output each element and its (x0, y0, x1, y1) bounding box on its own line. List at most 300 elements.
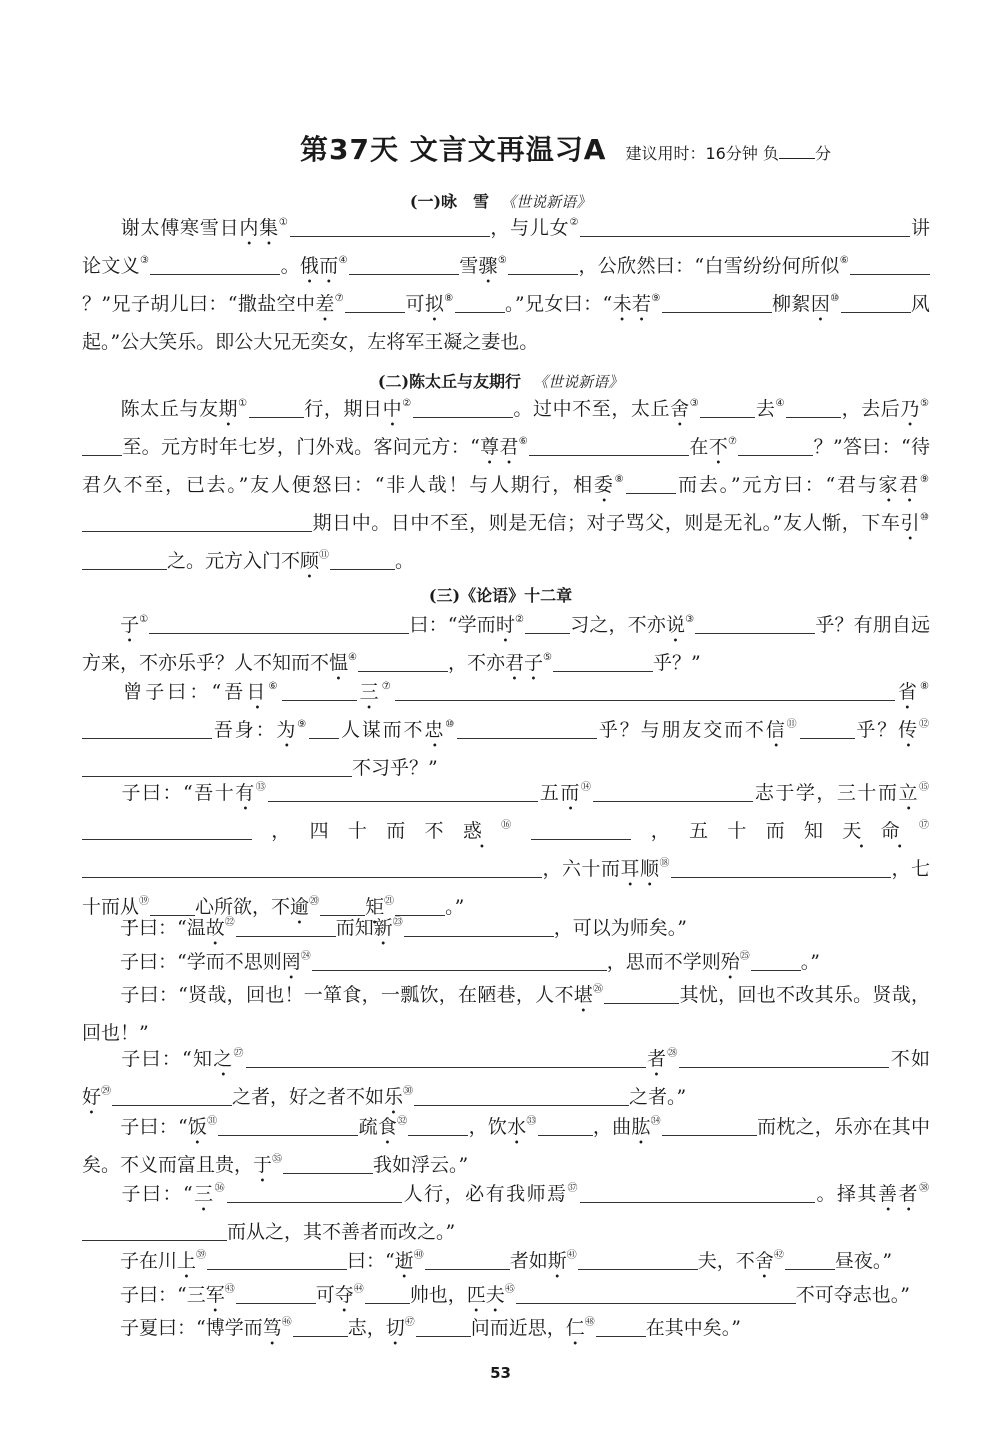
footnote-mark: ㉝ (526, 1116, 537, 1127)
dotted-keyword: 乃 (900, 398, 920, 420)
section-heading: (一)咏 雪 (409, 192, 490, 211)
footnote-mark: ㊱ (214, 1183, 227, 1194)
passage-text: 疏 (358, 1116, 378, 1138)
answer-blank[interactable] (227, 1182, 402, 1203)
passage-text: ，去后 (841, 398, 901, 420)
answer-blank[interactable] (349, 254, 459, 275)
footnote-mark: ⑪ (786, 719, 799, 730)
dotted-keyword: 拟 (424, 293, 445, 315)
footnote-mark: ㊻ (281, 1317, 292, 1328)
dotted-keyword: 未若 (612, 293, 652, 315)
dotted-keyword: 故 (205, 917, 225, 939)
dotted-keyword: 堪 (573, 984, 594, 1006)
passage-text: 者如 (509, 1250, 548, 1272)
passage-text: 雪 (458, 255, 479, 277)
footnote-mark: ⑨ (651, 293, 661, 304)
passage-text: 其忧，回也不改其乐。贤哉，回也！” (82, 984, 930, 1044)
passage-text: 。 (395, 550, 415, 572)
passage-lunyu-2 (82, 676, 930, 786)
dotted-keyword: 说 (665, 614, 686, 636)
answer-blank[interactable] (593, 781, 753, 802)
footnote-mark: ⑦ (334, 293, 345, 304)
passage-text: ，可以为师矣。” (553, 917, 687, 939)
answer-blank[interactable] (516, 1283, 796, 1304)
answer-blank[interactable] (82, 819, 252, 840)
passage-text: 人谋而不 (339, 719, 425, 741)
footnote-mark: ⑧ (920, 681, 929, 692)
answer-blank[interactable] (508, 254, 578, 275)
dotted-keyword: 期 (218, 398, 239, 420)
answer-blank[interactable] (82, 756, 352, 777)
passage-text: 行，期日 (303, 398, 383, 420)
passage-text: 陈太丘与友 (120, 398, 219, 420)
dotted-keyword: 善者 (878, 1183, 919, 1205)
passage-text: 子曰：“知 (120, 1048, 214, 1070)
dotted-keyword: 食 (377, 1116, 398, 1138)
passage-text: 可 (405, 293, 425, 315)
footnote-mark: ㉕ (739, 951, 750, 962)
dotted-keyword: 好 (82, 1086, 102, 1108)
passage-text: ，六十而 (542, 858, 621, 880)
footnote-mark: ㉖ (593, 984, 604, 995)
footnote-mark: ㊼ (404, 1317, 415, 1328)
passage-lunyu-6 (82, 979, 930, 1051)
answer-blank[interactable] (82, 511, 312, 532)
footnote-mark: ㊴ (196, 1250, 207, 1261)
section-title-yongxue (0, 189, 1001, 212)
dotted-keyword: 引 (900, 512, 921, 534)
dotted-keyword: 于 (253, 1154, 273, 1176)
passage-text: 之者，好之者不如 (232, 1086, 385, 1108)
passage-lunyu-7 (82, 1043, 930, 1119)
footnote-mark: ⑩ (830, 293, 840, 304)
footnote-mark: ⑩ (445, 719, 457, 730)
dotted-keyword: 为 (276, 719, 298, 741)
answer-blank[interactable] (408, 1115, 468, 1136)
passage-text: 曰：“ (347, 1250, 395, 1272)
footnote-mark: ㊺ (504, 1284, 515, 1295)
passage-text: 帅也， (409, 1284, 467, 1306)
passage-lunyu-4 (82, 912, 930, 950)
footnote-mark: ㊶ (566, 1250, 577, 1261)
answer-blank[interactable] (531, 819, 631, 840)
answer-blank[interactable] (236, 916, 336, 937)
passage-text: 。” (445, 896, 465, 918)
passage-text: 。” (800, 951, 820, 973)
time-score-info (625, 144, 830, 163)
footnote-mark: ⑨ (297, 719, 309, 730)
footnote-mark: ② (402, 398, 412, 409)
answer-blank[interactable] (457, 718, 597, 739)
dotted-keyword: 新 (373, 917, 393, 939)
dotted-keyword: 信 (765, 719, 787, 741)
footnote-mark: ③ (139, 255, 150, 266)
dotted-keyword: 耳顺 (620, 858, 660, 880)
footnote-mark: ㉟ (272, 1154, 283, 1165)
dotted-keyword: 者 (645, 1048, 668, 1070)
dotted-keyword: 愠 (329, 652, 349, 674)
passage-text: 乎？与朋友交而不 (597, 719, 766, 741)
answer-blank[interactable] (365, 1283, 410, 1304)
section-source: 《世说新语》 (533, 373, 624, 391)
answer-blank[interactable] (290, 216, 490, 237)
passage-text: 乎？” (653, 652, 701, 674)
passage-text: 志于学，三十而 (753, 782, 899, 804)
footnote-mark: ㉒ (224, 917, 235, 928)
passage-text: ，四十而不 (252, 820, 463, 842)
dotted-keyword: 俄而 (299, 255, 339, 277)
passage-text: 而枕之，乐亦在其中矣。不义而富且贵， (82, 1116, 930, 1176)
answer-blank[interactable] (596, 1316, 646, 1337)
passage-lunyu-8 (82, 1111, 930, 1187)
passage-text: 讲论文义 (82, 217, 930, 277)
passage-text: ？”兄子胡儿曰：“撒盐空中 (82, 293, 316, 315)
passage-text: 子曰：“ (120, 1183, 193, 1205)
dotted-keyword: 罔 (281, 951, 301, 973)
passage-text: 可 (315, 1284, 335, 1306)
dotted-keyword: 匹夫 (466, 1284, 505, 1306)
dotted-keyword: 肱 (631, 1116, 651, 1138)
dotted-keyword: 省 (894, 681, 921, 703)
passage-text: 子在川 (120, 1250, 178, 1272)
footnote-mark: ① (238, 398, 248, 409)
answer-blank[interactable] (604, 983, 679, 1004)
passage-text: 之者。” (629, 1086, 687, 1108)
answer-blank[interactable] (850, 254, 930, 275)
passage-chentaiqiu (82, 393, 930, 583)
dotted-keyword: 乐 (384, 1086, 404, 1108)
passage-text: 人行，必有我师焉 (402, 1183, 568, 1205)
dotted-keyword: 舍 (670, 398, 690, 420)
answer-blank[interactable] (82, 549, 167, 570)
dotted-keyword: 君子 (505, 652, 544, 674)
dotted-keyword: 之 (213, 1048, 234, 1070)
passage-text: 期日中。日中不至，则是无信；对子骂父，则是无礼。”友人惭，下车 (312, 512, 901, 534)
passage-text: 之。元方入门不 (167, 550, 301, 572)
passage-text: ，与儿女 (489, 217, 570, 239)
passage-text: 而从之，其不善者而改之。” (227, 1221, 456, 1243)
answer-blank[interactable] (82, 857, 542, 878)
dotted-keyword: 有 (235, 782, 256, 804)
footnote-mark: ⑤ (919, 398, 929, 409)
footnote-mark: ㊹ (353, 1284, 364, 1295)
answer-blank[interactable] (785, 1249, 835, 1270)
footnote-mark: ⑥ (839, 255, 849, 266)
footnote-mark: ⑩ (920, 512, 929, 523)
answer-blank[interactable] (112, 1085, 232, 1106)
passage-text: ，公欣然曰：“白雪纷纷何所似 (578, 255, 840, 277)
dotted-keyword: 尊君 (479, 436, 519, 458)
dotted-keyword: 矩 (365, 896, 385, 918)
footnote-mark: ⑱ (659, 858, 670, 869)
dotted-keyword: 上 (177, 1250, 197, 1272)
passage-text: ，曲 (592, 1116, 632, 1138)
answer-blank[interactable] (679, 1047, 889, 1068)
footnote-mark: ② (569, 217, 580, 228)
passage-text: 子夏曰：“博学而 (120, 1317, 263, 1339)
passage-text: 不如 (889, 1048, 930, 1070)
passage-text: 而知 (335, 917, 374, 939)
answer-blank[interactable] (695, 613, 815, 634)
footnote-mark: ㉚ (403, 1086, 414, 1097)
passage-text: 至。元方时年七岁，门外戏。客问元方：“ (122, 436, 480, 458)
passage-text: 曾子曰：“吾 (120, 681, 247, 703)
answer-blank[interactable] (525, 613, 570, 634)
footnote-mark: ⑫ (918, 719, 929, 730)
answer-blank[interactable] (345, 292, 405, 313)
answer-blank[interactable] (538, 1115, 593, 1136)
answer-blank[interactable] (414, 1085, 629, 1106)
section-title-lunyu (0, 583, 1001, 606)
passage-text: 夫，不 (697, 1250, 755, 1272)
dotted-keyword: 立 (898, 782, 919, 804)
footnote-mark: ⑦ (728, 436, 738, 447)
footnote-mark: ④ (775, 398, 786, 409)
answer-blank[interactable] (529, 435, 689, 456)
answer-blank[interactable] (553, 651, 653, 672)
answer-blank[interactable] (218, 1115, 358, 1136)
passage-text: 去 (755, 398, 776, 420)
answer-blank[interactable] (282, 680, 357, 701)
footnote-mark: ⑬ (255, 782, 268, 793)
answer-blank[interactable] (413, 397, 513, 418)
passage-yongxue (82, 212, 930, 360)
footnote-mark: ③ (689, 398, 700, 409)
footnote-mark: ㊷ (773, 1250, 784, 1261)
footnote-mark: ㉛ (207, 1116, 218, 1127)
dotted-keyword: 三 (192, 1183, 215, 1205)
passage-lunyu-1 (82, 609, 930, 685)
dotted-keyword: 日 (246, 681, 269, 703)
footnote-mark: ㉜ (397, 1116, 408, 1127)
passage-text: ，不亦 (448, 652, 506, 674)
passage-text: 乎？有朋自远方来，不亦乐乎？人不知而不 (82, 614, 930, 674)
score-unit: 分 (814, 144, 831, 163)
answer-blank[interactable] (293, 1316, 348, 1337)
footnote-mark: ③ (685, 614, 695, 625)
dotted-keyword: 斯 (547, 1250, 567, 1272)
footnote-mark: ㊸ (224, 1284, 235, 1295)
footnote-mark: ⑧ (444, 293, 454, 304)
footnote-mark: ⑨ (920, 474, 929, 485)
page-header (300, 128, 831, 168)
footnote-mark: ⑦ (381, 681, 394, 692)
answer-blank[interactable] (626, 473, 676, 494)
passage-text: 不可夺志也。” (795, 1284, 911, 1306)
passage-text: 子曰：“三 (120, 1284, 206, 1306)
dotted-keyword: 忠 (424, 719, 446, 741)
footnote-mark: ⑥ (518, 436, 529, 447)
section-source: 《世说新语》 (501, 193, 592, 211)
passage-text: 谢太傅寒雪日 (120, 217, 240, 239)
dotted-keyword: 军 (205, 1284, 225, 1306)
section-title-chentaiqiu (0, 369, 1001, 392)
passage-text: 。择其 (815, 1183, 878, 1205)
passage-text: 柳絮 (771, 293, 811, 315)
passage-lunyu-10 (82, 1245, 930, 1283)
passage-text: 子曰：“ (120, 1116, 188, 1138)
dotted-keyword: 舍 (754, 1250, 774, 1272)
score-blank[interactable] (779, 142, 815, 159)
passage-text: 在 (689, 436, 709, 458)
footnote-mark: ㊳ (918, 1183, 929, 1194)
answer-blank[interactable] (425, 1249, 510, 1270)
answer-blank[interactable] (800, 718, 855, 739)
passage-text: 曰：“学而 (409, 614, 496, 636)
passage-text: 吾身： (212, 719, 277, 741)
answer-blank[interactable] (249, 397, 304, 418)
dotted-keyword: 水 (507, 1116, 527, 1138)
passage-text: 而去。”元方曰：“君与 (676, 474, 879, 496)
dotted-keyword: 内集 (239, 217, 279, 239)
answer-blank[interactable] (150, 254, 280, 275)
footnote-mark: ㉗ (233, 1048, 245, 1059)
answer-blank[interactable] (751, 950, 801, 971)
answer-blank[interactable] (82, 718, 212, 739)
dotted-keyword: 家君 (878, 474, 921, 496)
passage-text: 不习乎？” (352, 757, 438, 779)
answer-blank[interactable] (404, 916, 554, 937)
footnote-mark: ㉙ (101, 1086, 112, 1097)
answer-blank[interactable] (236, 1283, 316, 1304)
dotted-keyword: 笃 (262, 1317, 282, 1339)
passage-lunyu-12 (82, 1312, 930, 1350)
footnote-mark: ① (139, 614, 149, 625)
passage-text: ，五十而知 (631, 820, 843, 842)
dotted-keyword: 仁 (565, 1317, 585, 1339)
footnote-mark: ㉔ (300, 951, 311, 962)
dotted-keyword: 中 (382, 398, 403, 420)
footnote-mark: ⑮ (918, 782, 929, 793)
footnote-mark: ⑳ (309, 896, 320, 907)
passage-text: 乎？ (854, 719, 899, 741)
page-number: 53 (490, 1364, 511, 1382)
dotted-keyword: 传 (898, 719, 919, 741)
dotted-keyword: 逾 (290, 896, 310, 918)
dotted-keyword: 不 (708, 436, 729, 458)
footnote-mark: ⑤ (543, 652, 552, 663)
answer-blank[interactable] (455, 292, 505, 313)
passage-text: 在其中矣。” (645, 1317, 742, 1339)
answer-blank[interactable] (82, 435, 122, 456)
passage-text: 子曰：“温 (120, 917, 206, 939)
dotted-keyword: 殆 (720, 951, 740, 973)
footnote-mark: ㊽ (584, 1317, 595, 1328)
footnote-mark: ⑭ (580, 782, 593, 793)
dotted-keyword: 逝 (394, 1250, 414, 1272)
dotted-keyword: 惑 (462, 820, 502, 842)
answer-blank[interactable] (395, 680, 895, 701)
passage-text: 习之，不亦 (570, 614, 666, 636)
footnote-mark: ④ (348, 652, 357, 663)
answer-blank[interactable] (283, 1153, 373, 1174)
answer-blank[interactable] (207, 1249, 347, 1270)
footnote-mark: ⑯ (501, 820, 531, 831)
passage-text: ，思而不学则 (606, 951, 721, 973)
footnote-mark: ① (278, 217, 289, 228)
passage-lunyu-9 (82, 1178, 930, 1250)
answer-blank[interactable] (82, 1220, 227, 1241)
answer-blank[interactable] (309, 718, 339, 739)
footnote-mark: ㊲ (567, 1183, 580, 1194)
footnote-mark: ⑲ (139, 896, 150, 907)
answer-blank[interactable] (662, 292, 772, 313)
passage-lunyu-3 (82, 777, 930, 929)
answer-blank[interactable] (268, 781, 538, 802)
footnote-mark: ⑧ (614, 474, 626, 485)
dotted-keyword: 顾 (300, 550, 320, 572)
footnote-mark: ⑪ (319, 550, 330, 561)
footnote-mark: ㉞ (650, 1116, 661, 1127)
dotted-keyword: 子 (120, 614, 140, 636)
footnote-mark: ④ (338, 255, 348, 266)
footnote-mark: ② (515, 614, 525, 625)
time-suggestion: 建议用时：16分钟 负 (625, 144, 779, 163)
answer-blank[interactable] (786, 397, 841, 418)
answer-blank[interactable] (738, 435, 813, 456)
dotted-keyword: 时 (495, 614, 516, 636)
passage-text: 。过中不至，太丘 (512, 398, 671, 420)
section-heading: (二)陈太丘与友期行 (377, 372, 522, 391)
dotted-keyword: 差 (315, 293, 335, 315)
footnote-mark: ⑤ (497, 255, 508, 266)
passage-text: 志， (347, 1317, 386, 1339)
dotted-keyword: 因 (810, 293, 831, 315)
answer-blank[interactable] (312, 950, 607, 971)
answer-blank[interactable] (662, 1115, 757, 1136)
passage-text: 子曰：“学而不思则 (120, 951, 282, 973)
answer-blank[interactable] (700, 397, 755, 418)
section-heading: (三)《论语》十二章 (428, 586, 573, 605)
passage-text: ？”答曰：“待君久不至，已去。”友人便怒曰：“非人哉！与人期行，相 (82, 436, 930, 496)
footnote-mark: ㉘ (667, 1048, 679, 1059)
answer-blank[interactable] (671, 857, 891, 878)
passage-text: 五 (538, 782, 561, 804)
passage-text: 我如浮云。” (373, 1154, 469, 1176)
answer-blank[interactable] (841, 292, 911, 313)
answer-blank[interactable] (330, 549, 395, 570)
dotted-keyword: 而 (560, 782, 581, 804)
footnote-mark: ⑥ (268, 681, 281, 692)
answer-blank[interactable] (149, 613, 409, 634)
passage-text: 昼夜。” (834, 1250, 893, 1272)
dotted-keyword: 从 (120, 896, 140, 918)
passage-text: 子曰：“贤哉，回也！一箪食，一瓢饮，在陋巷，人不 (120, 984, 574, 1006)
passage-text: 。 (280, 255, 300, 277)
answer-blank[interactable] (580, 1182, 815, 1203)
dotted-keyword: 夺 (334, 1284, 354, 1306)
dotted-keyword: 天命 (842, 820, 919, 842)
answer-blank[interactable] (358, 651, 448, 672)
page-title: 第37天 文言文再温习A (300, 133, 607, 166)
footnote-mark: ⑰ (918, 820, 929, 831)
answer-blank[interactable] (246, 1047, 646, 1068)
answer-blank[interactable] (578, 1249, 698, 1270)
dotted-keyword: 切 (385, 1317, 405, 1339)
passage-text: ，七十而 (82, 858, 930, 918)
passage-text: 。”兄女曰：“ (504, 293, 613, 315)
passage-text: 问而近思， (470, 1317, 566, 1339)
dotted-keyword: 三 (356, 681, 382, 703)
footnote-mark: ㉓ (392, 917, 403, 928)
passage-text: 风起。”公大笑乐。即公大兄无奕女，左将军王凝之妻也。 (82, 293, 930, 353)
dotted-keyword: 饭 (187, 1116, 208, 1138)
answer-blank[interactable] (580, 216, 910, 237)
footnote-mark: ㊵ (413, 1250, 424, 1261)
passage-text: 心所欲，不 (195, 896, 291, 918)
answer-blank[interactable] (416, 1316, 471, 1337)
passage-text: 子曰：“吾十 (120, 782, 236, 804)
